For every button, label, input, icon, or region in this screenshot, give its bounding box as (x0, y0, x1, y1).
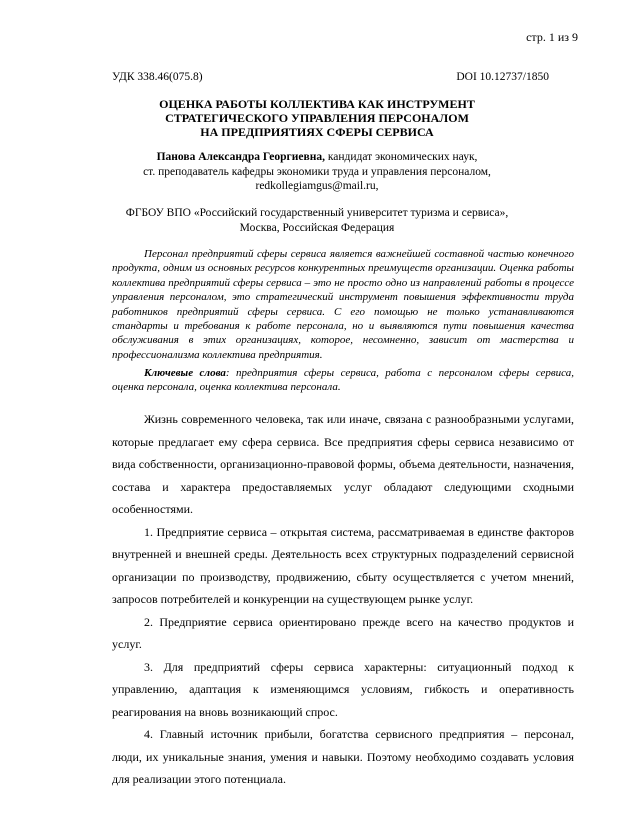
abstract: Персонал предприятий сферы сервиса является важнейшей составной частью конечного продукта, одним из основных ресурсов конкурентных преимуществ организации. Оценка работы коллектива предприятий сферы сервиса – это не просто одно из направлений работы в процессе управления персоналом, это стратегический инструмент повышения эффективности труда работников предприятий сферы сервиса. С его помощью не только устанавливаются стандарты и требования к работе персонала, но и выявляются пути повышения качества обслуживания в этих организациях, которое, несомненно, зависит от мастерства и профессионализма коллектива предприятия. (112, 248, 574, 361)
body-paragraph: 4. Главный источник прибыли, богатства сервисного предприятия – персонал, люди, их уникальные знания, умения и навыки. Поэтому необходимо создавать условия для реализации этого потенциала. (112, 727, 574, 786)
author-line (40, 150, 594, 165)
title-line: ОЦЕНКА РАБОТЫ КОЛЛЕКТИВА КАК ИНСТРУМЕНТ (159, 97, 475, 111)
body-paragraph: 1. Предприятие сервиса – открытая система, рассматриваемая в единстве факторов внутренней и внешней среды. Деятельность всех структурных подразделений сервисной организации по производству, продвижению, сбыту осуществляется с учетом мнений, запросов потребителей и конкуренции на существующем рынке услуг. (112, 524, 574, 606)
keywords-label: Ключевые слова (144, 367, 226, 379)
author-name: Панова Александра Георгиевна, (156, 151, 325, 163)
page-counter: стр. 1 из 9 (526, 30, 578, 44)
doi-code: DOI 10.12737/1850 (456, 71, 549, 83)
body-text (112, 408, 574, 791)
affiliation-block (40, 206, 594, 235)
author-position: ст. преподаватель кафедры экономики труда и управления персоналом, (143, 165, 491, 178)
keywords (112, 366, 574, 395)
body-paragraph: 2. Предприятие сервиса ориентировано прежде всего на качество продуктов и услуг. (112, 614, 574, 651)
affiliation-line: ФГБОУ ВПО «Российский государственный университет туризма и сервиса», (125, 207, 509, 219)
keywords-text: : предприятия сферы сервиса, работа с персоналом сферы сервиса, оценка персонала, оценка коллектива персонала. (112, 367, 574, 394)
udk-code: УДК 338.46(075.8) (112, 71, 203, 83)
title-line: НА ПРЕДПРИЯТИЯХ СФЕРЫ СЕРВИСА (200, 125, 434, 139)
affiliation-line: Москва, Российская Федерация (239, 221, 395, 234)
body-paragraph: 3. Для предприятий сферы сервиса характерны: ситуационный подход к управлению, адаптация к изменяющимся условиям, гибкость и оперативность реагирования на вновь возникающий спрос. (112, 659, 574, 719)
body-paragraph: Жизнь современного человека, так или иначе, связана с разнообразными услугами, которые предлагает ему сфера сервиса. Все предприятия сферы сервиса независимо от вида собственности, организационно-правовой формы, объема деятельности, назначения, состава и характера предоставляемых услуг обладают следующими сходными особенностями. (112, 412, 574, 516)
author-degree: кандидат экономических наук, (324, 151, 478, 163)
article-title (60, 97, 574, 139)
author-email: redkollegiamgus@mail.ru, (255, 180, 379, 193)
author-block (40, 150, 594, 194)
title-line: СТРАТЕГИЧЕСКОГО УПРАВЛЕНИЯ ПЕРСОНАЛОМ (165, 111, 469, 125)
article-meta (112, 71, 549, 83)
